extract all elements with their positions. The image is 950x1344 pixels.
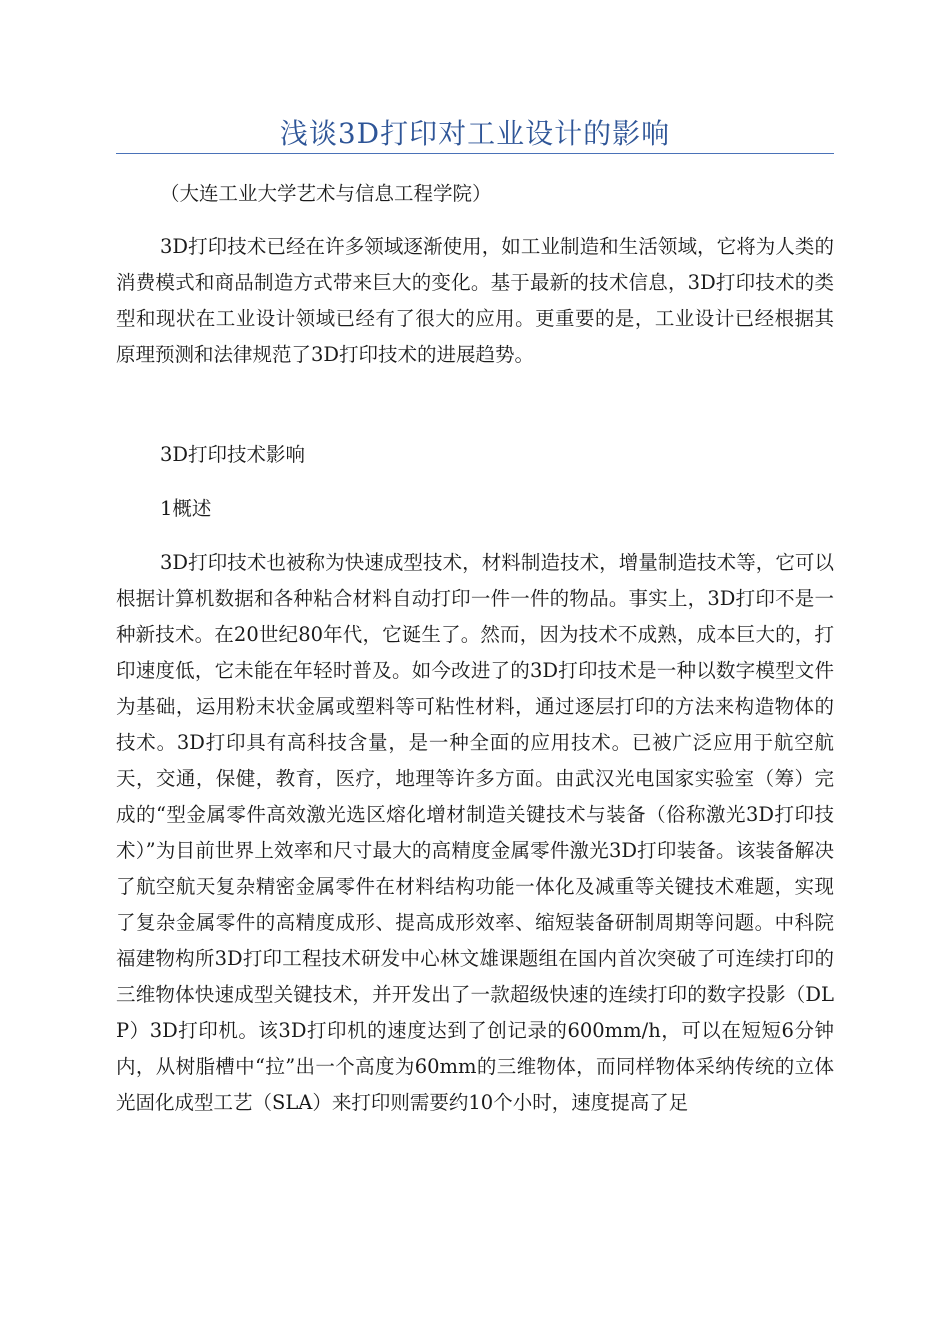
overview-paragraph: 3D打印技术也被称为快速成型技术，材料制造技术，增量制造技术等，它可以根据计算机数据和各种粘合材料自动打印一件一件的物品。事实上，3D打印不是一种新技术。在20世纪80年代，它诞生了。然而，因为技术不成熟，成本巨大的，打印速度低，它未能在年轻时普及。如今改进了的3D打印技术是一种以数字模型文件为基础，运用粉末状金属或塑料等可粘性材料，通过逐层打印的方法来构造物体的技术。3D打印具有高科技含量，是一种全面的应用技术。已被广泛应用于航空航天，交通，保健，教育，医疗，地理等许多方面。由武汉光电国家实验室（筹）完成的“型金属零件高效激光选区熔化增材制造关键技术与装备（俗称激光3D打印技术）”为目前世界上效率和尺寸最大的高精度金属零件激光3D打印装备。该装备解决了航空航天复杂精密金属零件在材料结构功能一体化及减重等关键技术难题，实现了复杂金属零件的高精度成形、提高成形效率、缩短装备研制周期等问题。中科院福建物构所3D打印工程技术研发中心林文雄课题组在国内首次突破了可连续打印的三维物体快速成型关键技术，并开发出了一款超级快速的连续打印的数字投影（DLP）3D打印机。该3D打印机的速度达到了创记录的600mm/h，可以在短短6分钟内，从树脂槽中“拉”出一个高度为60mm的三维物体，而同样物体采纳传统的立体光固化成型工艺（SLA）来打印则需要约10个小时，速度提高了足 [116,551,834,1114]
intro-paragraph: 3D打印技术已经在许多领域逐渐使用，如工业制造和生活领域，它将为人类的消费模式和商品制造方式带来巨大的变化。基于最新的技术信息，3D打印技术的类型和现状在工业设计领域已经有了很大的应用。更重要的是，工业设计已经根据其原理预测和法律规范了3D打印技术的进展趋势。 [116,235,834,366]
author-affiliation: （大连工业大学艺术与信息工程学院） [160,182,492,205]
document-title: 浅谈3D打印对工业设计的影响 [279,117,671,150]
subsection-heading: 1概述 [160,497,212,520]
title-underline-rule [116,153,834,154]
section-heading: 3D打印技术影响 [160,443,306,466]
